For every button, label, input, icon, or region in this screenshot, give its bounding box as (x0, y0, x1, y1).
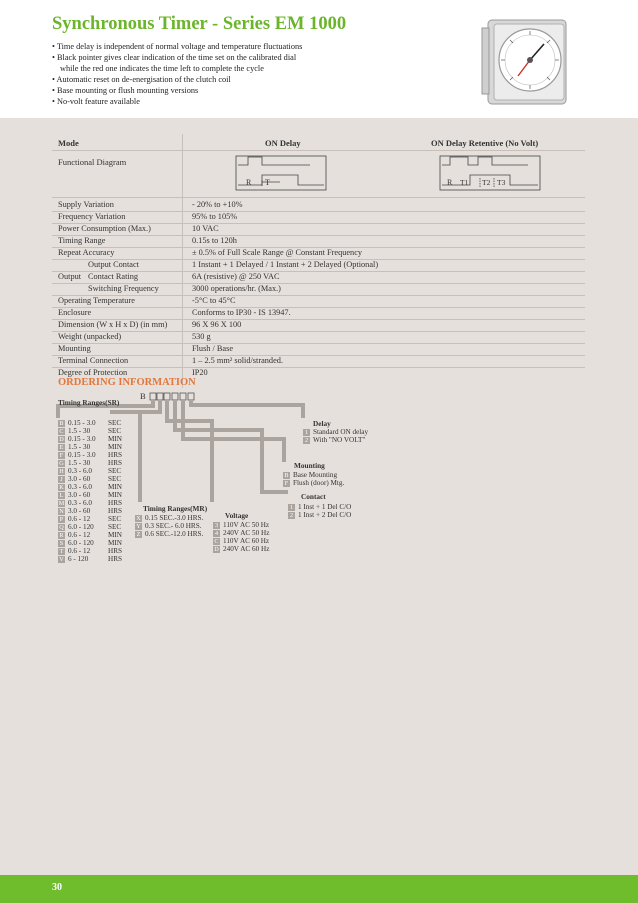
code-badge: H (59, 467, 64, 475)
code-badge: Z (136, 530, 141, 538)
range-text: 1.5 - 30 (68, 427, 91, 435)
timing-sr-title: Timing Ranges(SR) (58, 398, 120, 407)
spec-value: Conforms to IP30 - IS 13947. (192, 308, 291, 317)
spec-value: - 20% to +10% (192, 200, 243, 209)
code-badge: D (214, 545, 219, 553)
page-title: Synchronous Timer - Series EM 1000 (52, 14, 347, 34)
unit-text: MIN (108, 491, 122, 499)
range-text: 0.6 - 12 (68, 547, 91, 555)
feature-item: while the red one indicates the time left to complete the cycle (60, 64, 264, 73)
footer-bar (0, 875, 638, 903)
code-badge: F (284, 479, 289, 487)
on-delay-r-label: R (246, 178, 252, 187)
range-text: 0.3 - 6.0 (68, 483, 92, 491)
spec-value: 530 g (192, 332, 211, 341)
unit-text: HRS (108, 555, 122, 563)
code-badge: J (58, 476, 65, 483)
spec-value: 1 – 2.5 mm² solid/stranded. (192, 356, 283, 365)
unit-text: SEC (108, 515, 122, 523)
feature-item: • Time delay is independent of normal voltage and temperature fluctuations (52, 42, 303, 51)
range-text: 3.0 - 60 (68, 507, 91, 515)
spec-label: Power Consumption (Max.) (58, 224, 151, 233)
code-badge: 4 (214, 529, 219, 537)
range-text: 0.6 - 12 (68, 515, 91, 523)
unit-text: SEC (108, 475, 122, 483)
spec-label: Repeat Accuracy (58, 248, 115, 257)
ordering-title: ORDERING INFORMATION (58, 377, 196, 388)
spec-label: Weight (unpacked) (58, 332, 122, 341)
order-code-prefix: B (140, 391, 146, 401)
code-badge: L (59, 491, 64, 499)
unit-text: SEC (108, 523, 122, 531)
code-badge: E (59, 443, 64, 451)
functional-diagram-label: Functional Diagram (58, 157, 127, 167)
spec-value: IP20 (192, 368, 208, 377)
spec-value: 95% to 105% (192, 212, 238, 221)
range-text: 3.0 - 60 (68, 475, 91, 483)
unit-text: HRS (108, 547, 122, 555)
page-number: 30 (52, 882, 62, 893)
option-text: 1 Inst + 1 Del C/O (298, 503, 352, 511)
mounting-title: Mounting (294, 461, 325, 470)
spec-value: 0.15s to 120h (192, 236, 237, 245)
option-text: Standard ON delay (313, 428, 369, 436)
code-badge: G (59, 459, 64, 467)
option-text: 240V AC 60 Hz (223, 545, 270, 553)
option-text: 110V AC 60 Hz (223, 537, 270, 545)
code-boxes (150, 393, 194, 400)
spec-value: Flush / Base (192, 344, 234, 353)
code-badge: D (59, 435, 64, 443)
code-badge: 2 (304, 436, 309, 444)
timing-mr-title: Timing Ranges(MR) (143, 504, 208, 513)
option-text: 110V AC 50 Hz (223, 521, 270, 529)
code-badge: F (59, 451, 64, 459)
spec-label: Degree of Protection (58, 368, 128, 377)
retentive-r-label: R (447, 178, 453, 187)
unit-text: MIN (108, 539, 122, 547)
code-badge: K (59, 483, 64, 491)
code-badge: N (59, 507, 64, 515)
spec-label: Mounting (58, 344, 91, 353)
unit-text: HRS (108, 451, 122, 459)
option-text: Flush (door) Mtg. (293, 479, 345, 487)
code-badge: 2 (289, 511, 294, 519)
option-text: 1 Inst + 2 Del C/O (298, 511, 352, 519)
range-text: 3.0 - 60 (68, 491, 91, 499)
retentive-t1-label: T1 (460, 178, 469, 187)
spec-value: 96 X 96 X 100 (192, 320, 242, 329)
unit-text: SEC (108, 427, 122, 435)
range-text: 6.0 - 120 (68, 523, 94, 531)
option-text: 0.6 SEC.-12.0 HRS. (145, 530, 204, 538)
code-badge: B (284, 471, 289, 479)
range-text: 6.0 - 120 (68, 539, 94, 547)
retentive-t2-label: T2 (482, 178, 491, 187)
contact-title: Contact (301, 492, 326, 501)
code-badge: 3 (214, 521, 219, 529)
spec-label: Frequency Variation (58, 212, 126, 221)
delay-title: Delay (313, 419, 331, 428)
retentive-t3-label: T3 (497, 178, 506, 187)
unit-text: HRS (108, 507, 122, 515)
spec-value: 3000 operations/hr. (Max.) (192, 284, 281, 293)
spec-label: Contact Rating (88, 272, 139, 281)
spec-label: Terminal Connection (58, 356, 129, 365)
code-badge: B (59, 419, 64, 427)
range-text: 0.3 - 6.0 (68, 467, 92, 475)
feature-item: • Base mounting or flush mounting versions (52, 86, 199, 95)
spec-label: Operating Temperature (58, 296, 135, 305)
unit-text: HRS (108, 499, 122, 507)
unit-text: MIN (108, 483, 122, 491)
option-text: 0.15 SEC.-3.0 HRS. (145, 514, 204, 522)
code-badge: Y (136, 522, 141, 530)
unit-text: MIN (108, 443, 122, 451)
spec-label: Timing Range (58, 236, 106, 245)
mode-header: Mode (58, 138, 79, 148)
output-group-label: Output (58, 272, 82, 281)
feature-item: • No-volt feature available (52, 97, 140, 106)
spec-value: -5°C to 45°C (192, 296, 236, 305)
code-badge: C (59, 427, 64, 435)
code-badge: M (58, 499, 65, 507)
on-delay-t-label: T (265, 178, 270, 187)
spec-label: Switching Frequency (88, 284, 159, 293)
unit-text: MIN (108, 435, 122, 443)
code-badge: X (136, 514, 141, 522)
feature-item: • Automatic reset on de-energisation of the clutch coil (52, 75, 231, 84)
spec-value: 6A (resistive) @ 250 VAC (192, 272, 280, 281)
spec-label: Supply Variation (58, 200, 114, 209)
range-text: 0.15 - 3.0 (68, 419, 96, 427)
unit-text: MIN (108, 531, 122, 539)
code-badge: C (214, 537, 219, 545)
range-text: 0.15 - 3.0 (68, 451, 96, 459)
code-badge: 1 (289, 503, 294, 511)
spec-label: Dimension (W x H x D) (in mm) (58, 320, 168, 329)
voltage-title: Voltage (225, 511, 249, 520)
spec-label: Output Contact (88, 260, 139, 269)
feature-item: • Black pointer gives clear indication of the time set on the calibrated dial (52, 53, 297, 62)
code-badge: P (59, 515, 64, 523)
range-text: 0.3 - 6.0 (68, 499, 92, 507)
code-badge: V (59, 555, 64, 563)
range-text: 0.6 - 12 (68, 531, 91, 539)
unit-text: SEC (108, 419, 122, 427)
unit-text: SEC (108, 467, 122, 475)
code-badge: T (59, 547, 64, 555)
spec-label: Enclosure (58, 308, 92, 317)
option-text: With "NO VOLT" (313, 436, 366, 444)
range-text: 1.5 - 30 (68, 443, 91, 451)
option-text: 0.3 SEC.- 6.0 HRS. (145, 522, 202, 530)
range-text: 1.5 - 30 (68, 459, 91, 467)
spec-value: 10 VAC (192, 224, 219, 233)
spec-value: 1 Instant + 1 Delayed / 1 Instant + 2 Delayed (Optional) (192, 260, 379, 269)
code-badge: 1 (304, 428, 309, 436)
range-text: 6 - 120 (68, 555, 89, 563)
on-delay-header: ON Delay (265, 138, 301, 148)
option-text: 240V AC 50 Hz (223, 529, 270, 537)
option-text: Base Mounting (293, 471, 338, 479)
code-badge: Q (59, 523, 64, 531)
code-badge: R (59, 531, 64, 539)
code-badge: S (59, 539, 64, 547)
unit-text: HRS (108, 459, 122, 467)
range-text: 0.15 - 3.0 (68, 435, 96, 443)
spec-value: ± 0.5% of Full Scale Range @ Constant Frequency (192, 248, 363, 257)
on-delay-retentive-header: ON Delay Retentive (No Volt) (431, 138, 539, 148)
